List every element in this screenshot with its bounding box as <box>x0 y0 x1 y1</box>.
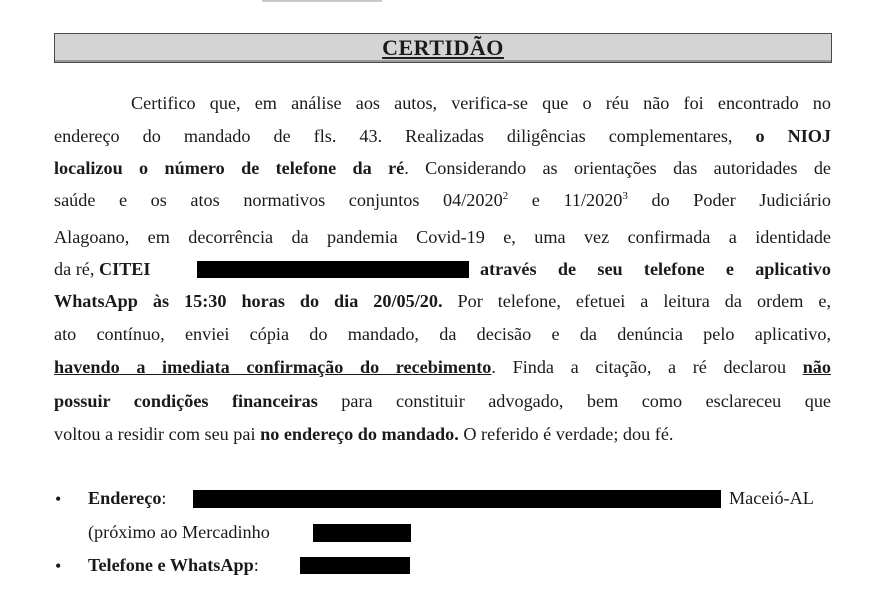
paragraph-line-3 <box>54 158 831 179</box>
colon: : <box>161 488 167 508</box>
paragraph-line-1 <box>131 93 831 114</box>
paragraph-line-8 <box>54 324 831 345</box>
bold-underlined-text: não <box>802 357 831 377</box>
address-line <box>88 488 166 509</box>
text: saúde e os atos normativos conjuntos 04/2020 <box>54 190 503 210</box>
address-label: Endereço <box>88 488 162 508</box>
bold-text: no endereço do mandado. <box>260 424 459 444</box>
text: voltou a residir com seu pai <box>54 424 261 444</box>
footnote-ref: 2 <box>502 189 509 202</box>
paragraph-line-7 <box>54 291 831 312</box>
title-banner <box>54 33 832 63</box>
phone-line <box>88 555 259 576</box>
paragraph-line-11 <box>54 424 831 445</box>
text: Certifico que, em análise aos autos, verifica-se que o réu não foi encontrado no <box>131 93 831 113</box>
bullet-icon: • <box>55 556 62 576</box>
page-title: CERTIDÃO <box>382 35 504 60</box>
text: do Poder Judiciário <box>627 190 832 210</box>
bullet-icon: • <box>55 489 62 509</box>
text: (próximo ao Mercadinho <box>88 522 270 542</box>
text: e 11/2020 <box>508 190 623 210</box>
phone-label: Telefone e WhatsApp <box>88 555 254 575</box>
redaction-store <box>313 524 411 542</box>
text: ato contínuo, enviei cópia do mandado, da decisão e da denúncia pelo aplicativo, <box>54 324 831 344</box>
bold-text: WhatsApp às 15:30 horas do dia 20/05/20. <box>54 291 443 311</box>
text: Alagoano, em decorrência da pandemia Covid-19 e, uma vez confirmada a identidade <box>54 227 831 247</box>
bold-underlined-text: havendo a imediata confirmação do recebimento <box>54 357 492 377</box>
bold-text: localizou o número de telefone da ré <box>54 158 405 178</box>
address-reference <box>88 522 270 543</box>
paragraph-line-4 <box>54 190 831 211</box>
text: Por telefone, efetuei a leitura da ordem e, <box>442 291 832 311</box>
text: para constituir advogado, bem como esclareceu que <box>317 391 831 411</box>
paragraph-line-2 <box>54 126 831 147</box>
redaction-address <box>193 490 721 508</box>
bold-text: CITEI <box>98 259 151 279</box>
redaction-phone <box>300 557 410 574</box>
bold-text: através de seu telefone e aplicativo <box>480 259 831 279</box>
redaction-name <box>197 261 469 278</box>
footnote-ref: 3 <box>622 189 628 202</box>
address-city: Maceió-AL <box>729 488 814 508</box>
paragraph-line-5 <box>54 227 831 248</box>
top-edge-mark <box>262 0 382 2</box>
paragraph-line-9 <box>54 357 831 378</box>
text: endereço do mandado de fls. 43. Realizadas diligências complementares, <box>54 126 733 146</box>
text: da ré, <box>54 259 99 279</box>
paragraph-line-10 <box>54 391 831 412</box>
text: . Considerando as orientações das autoridades de <box>404 158 831 178</box>
colon: : <box>253 555 259 575</box>
text: O referido é verdade; dou fé. <box>458 424 674 444</box>
bold-text: possuir condições financeiras <box>54 391 318 411</box>
text: . Finda a citação, a ré declarou <box>491 357 803 377</box>
bold-text: o NIOJ <box>755 126 832 146</box>
paragraph-line-6 <box>54 259 831 280</box>
